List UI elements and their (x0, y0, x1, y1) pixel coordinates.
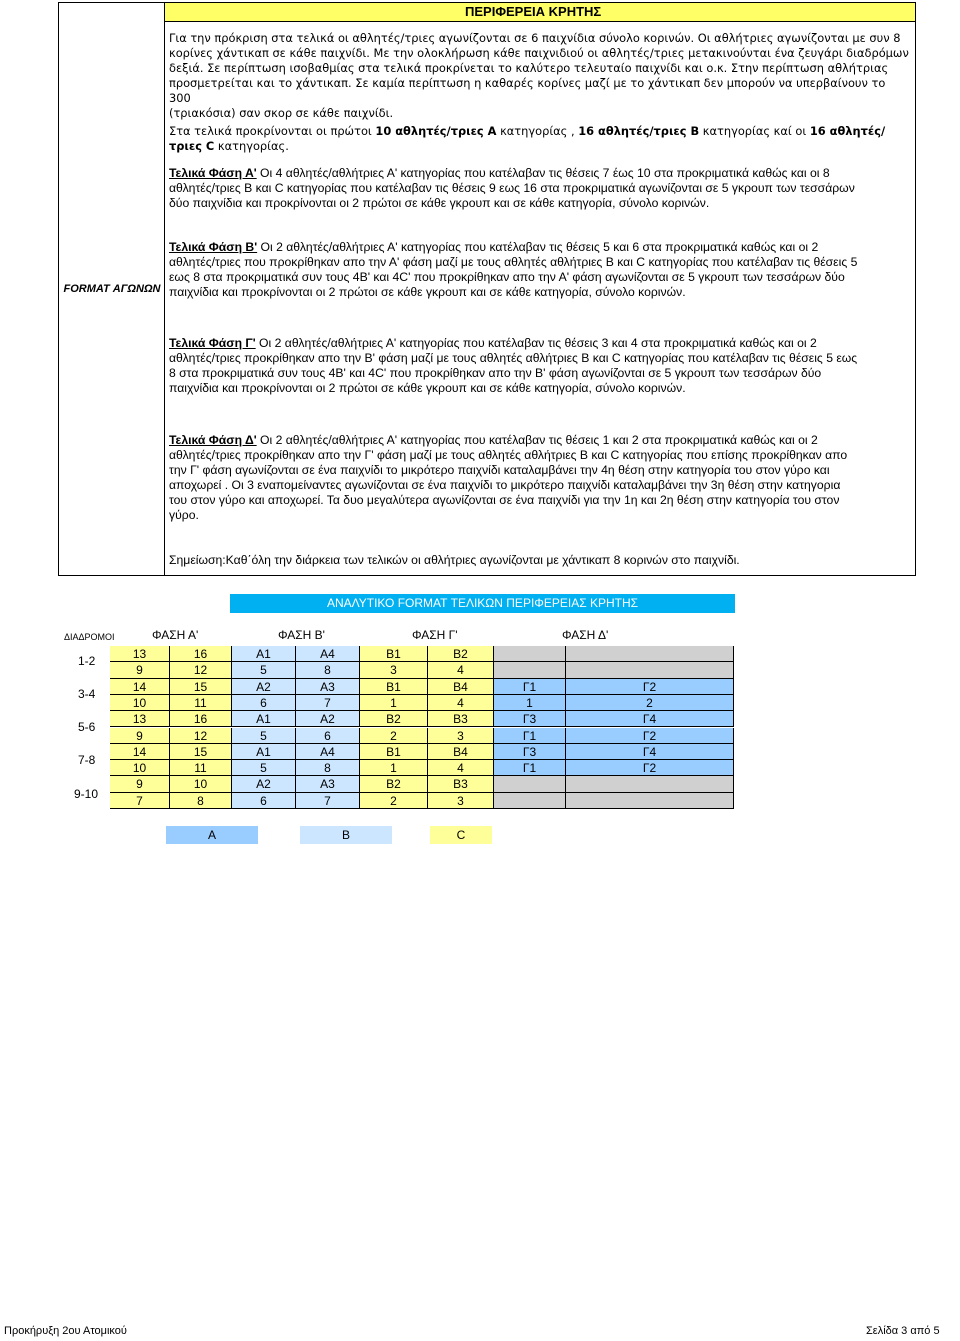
schedule-cell (566, 646, 734, 662)
text: αθλητές/τριες προκρίθηκαν απο την Β' φάση μαζί με τους αθλητές αθλήτριες Β και C κατηγορίας που κατέλαβαν τις θέσεις 5 εως (169, 351, 858, 365)
schedule-cell (494, 662, 566, 678)
text: 10 αθλητές/τριες Α (375, 124, 497, 138)
schedule-cell: Α2 (232, 679, 296, 695)
schedule-cell: Α3 (296, 776, 360, 792)
schedule-cell: 9 (110, 728, 170, 744)
text: παιχνίδια και προκρίνονται οι 2 πρώτοι σε κάθε γκρουπ και σε κάθε κατηγορία, σύνολο κορινών. (169, 381, 686, 395)
text: παιχνίδια και προκρίνονται οι 2 πρώτοι σε κάθε γκρουπ και σε κάθε κατηγορία, σύνολο κορινών. (169, 285, 686, 299)
schedule-cell: Γ4 (566, 711, 734, 727)
schedule-cell: Γ1 (494, 760, 566, 776)
schedule-cell: 6 (296, 728, 360, 744)
schedule-cell: Α1 (232, 711, 296, 727)
region-header (165, 3, 915, 22)
schedule-cell: 15 (170, 744, 232, 760)
note: Σημείωση:Καθ΄όλη την διάρκεια των τελικών οι αθλήτριες αγωνίζονται με χάντικαπ 8 κορινών στο παιχνίδι. (169, 553, 740, 567)
schedule-cell: Α1 (232, 646, 296, 662)
text: δύο παιχνίδια και προκρίνονται οι 2 πρώτοι σε κάθε γκρουπ και σε κάθε κατηγορία, σύνολο κορινών. (169, 196, 710, 210)
schedule-cell: 16 (170, 711, 232, 727)
lane-group: 7-8 (78, 753, 96, 767)
p1-line: (τριακόσια) σαν σκορ σε κάθε παιχνίδι. (169, 106, 394, 120)
schedule-cell: 4 (428, 695, 494, 711)
schedule-cell: 7 (296, 695, 360, 711)
schedule-cell: Β1 (360, 646, 428, 662)
schedule-cell: Γ1 (494, 679, 566, 695)
schedule-cell: 6 (232, 695, 296, 711)
schedule-cell: 8 (296, 760, 360, 776)
text: Οι 2 αθλητές/αθλήτριες Α' κατηγορίας που κατέλαβαν τις θέσεις 1 και 2 στα προκριματικά καθώς και οι 2 (256, 433, 818, 447)
p1-line: κορίνες χάντικαπ σε κάθε παιχνίδι. Με την ολοκλήρωση κάθε παιχνιδιού οι αθλητές/τριες μετακινούνται ένα ζευγάρι διαδρόμων (169, 46, 909, 60)
schedule-cell: 9 (110, 776, 170, 792)
schedule-cell: Γ3 (494, 744, 566, 760)
schedule-cell: Γ3 (494, 711, 566, 727)
schedule-cell: 7 (296, 793, 360, 809)
schedule-cell: Γ2 (566, 728, 734, 744)
schedule-cell: 4 (428, 760, 494, 776)
schedule-cell (494, 793, 566, 809)
analytic-format-banner: ΑΝΑΛΥΤΙΚΟ FORMAT ΤΕΛΙΚΩΝ ΠΕΡΙΦΕΡΕΙΑΣ ΚΡΗΤΗΣ (230, 594, 735, 613)
schedule-cell: Β1 (360, 744, 428, 760)
schedule-cell: 9 (110, 662, 170, 678)
schedule-cell (566, 776, 734, 792)
schedule-cell: 3 (428, 728, 494, 744)
text: κατηγορίας , (496, 124, 579, 138)
phase-a-title: Τελικά Φάση Α' (169, 166, 257, 180)
phase-g-text (169, 336, 909, 396)
phase-b-title: Τελικά Φάση Β' (169, 240, 258, 254)
schedule-cell: Β3 (428, 711, 494, 727)
schedule-cell: 13 (110, 646, 170, 662)
schedule-cell: 8 (170, 793, 232, 809)
schedule-cell: Β3 (428, 776, 494, 792)
schedule-cell: 8 (296, 662, 360, 678)
schedule-cell (566, 793, 734, 809)
text: αθλητές/τριες που προκρίθηκαν απο την Α' φάση μαζί με τους αθλητές αθλήτριες Β και C κατηγορίας που κατέλαβαν τις θέσεις 5 (169, 255, 858, 269)
schedule-cell: 14 (110, 679, 170, 695)
schedule-cell: 14 (110, 744, 170, 760)
schedule-cell: 11 (170, 695, 232, 711)
lane-group: 9-10 (74, 787, 99, 801)
schedule-cell: 5 (232, 728, 296, 744)
text: Οι 2 αθλητές/αθλήτριες Α' κατηγορίας που κατέλαβαν τις θέσεις 3 και 4 στα προκριματικά καθώς και οι 2 (255, 336, 817, 350)
schedule-cell: 1 (360, 695, 428, 711)
schedule-cell: Α2 (296, 711, 360, 727)
schedule-cell: 13 (110, 711, 170, 727)
schedule-cell: 3 (428, 793, 494, 809)
phase-d-text (169, 433, 909, 523)
p1-line: δεξιά. Σε περίπτωση ισοβαθμίας στα τελικά προκρίνεται το καλύτερο τελευταίο παιχνίδι και ο.κ. Στην περίπτωση αθλήτριας (169, 61, 889, 75)
schedule-cell: Β1 (360, 679, 428, 695)
text: 16 αθλητές/τριες C (169, 124, 886, 153)
phase-header: ΦΑΣΗ Β' (278, 628, 325, 642)
text: αποχωρεί . Οι 3 εναπομείναντες αγωνίζονται σε ένα παιχνίδι το μικρότερο παιχνίδι καταλαμβάνει την 3η θέση στην κατηγορια (169, 478, 841, 492)
schedule-cell: Α3 (296, 679, 360, 695)
text: κατηγορίας καί οι (699, 124, 810, 138)
schedule-cell: 11 (170, 760, 232, 776)
schedule-cell: Β4 (428, 679, 494, 695)
phase-b-text (169, 240, 909, 300)
schedule-cell: 15 (170, 679, 232, 695)
footer-right: Σελίδα 3 από 5 (866, 1325, 940, 1337)
lane-group: 5-6 (78, 720, 96, 734)
schedule-cell: 4 (428, 662, 494, 678)
schedule-cell: Α2 (232, 776, 296, 792)
phase-header: ΦΑΣΗ Δ' (562, 628, 609, 642)
schedule-cell (566, 662, 734, 678)
text: εως 8 στα προκριματικά συν τους 4B' και 4C' που προκρίθηκαν απο την Α' φάση αγωνίζονται σε 5 γκρουπ των τεσσάρων δύο (169, 270, 845, 284)
text: Οι 4 αθλητές/αθλήτριες Α' κατηγορίας που κατέλαβαν τις θέσεις 7 έως 10 στα προκριματικά καθώς και οι 8 (256, 166, 830, 180)
schedule-cell: 5 (232, 760, 296, 776)
schedule-cell: 10 (110, 760, 170, 776)
text: την Γ' φάση αγωνίζονται σε ένα παιχνίδι το μικρότερο παιχνίδι καταλαμβάνει την 4η θέση στην κατηγορία του στον γύρο και (169, 463, 830, 477)
schedule-cell: 3 (360, 662, 428, 678)
schedule-cell (494, 646, 566, 662)
phase-d-title: Τελικά Φάση Δ' (169, 433, 257, 447)
schedule-cell: Β2 (428, 646, 494, 662)
format-frame (58, 2, 916, 576)
schedule-cell: 10 (110, 695, 170, 711)
schedule-cell: 2 (360, 728, 428, 744)
legend-c: C (430, 826, 492, 844)
lane-group: 1-2 (78, 654, 96, 668)
format-label: FORMAT ΑΓΩΝΩΝ (63, 283, 161, 295)
text: κατηγορίας. (214, 139, 289, 153)
schedule-cell: 1 (360, 760, 428, 776)
schedule-cell: Α4 (296, 646, 360, 662)
schedule-cell: 6 (232, 793, 296, 809)
phase-header: ΦΑΣΗ Γ' (412, 628, 458, 642)
legend-b: B (300, 826, 392, 844)
text: Στα τελικά προκρίνονται οι πρώτοι (169, 124, 376, 138)
left-column (59, 3, 165, 575)
schedule-cell: 12 (170, 662, 232, 678)
text: γύρο. (169, 508, 199, 522)
paragraph-finalists (169, 124, 909, 154)
schedule-cell (494, 776, 566, 792)
lanes-header: ΔΙΑΔΡΟΜΟΙ (64, 632, 115, 642)
text: του στον γύρο και αποχωρεί. Τα δυο μεγαλύτερα αγωνίζονται σε ένα παιχνίδι για την 1η και 2η θέση στην κατηγορία του στον (169, 493, 840, 507)
phase-g-title: Τελικά Φάση Γ' (169, 336, 256, 350)
schedule-cell: 16 (170, 646, 232, 662)
schedule-cell: Β4 (428, 744, 494, 760)
phase-a-text (169, 166, 909, 211)
text: 8 στα προκριματικά συν τους 4B' και 4C' που προκρίθηκαν απο την Β' φάση αγωνίζονται σε 5 γκρουπ των τεσσάρων δύο (169, 366, 822, 380)
schedule-cell: Β2 (360, 711, 428, 727)
text: 16 αθλητές/τριες Β (578, 124, 700, 138)
text: αθλητές/τριες Β και C κατηγορίας που κατέλαβαν τις θέσεις 9 εως 16 στα προκριματικά αγωνίζονται σε 5 γκρουπ των τεσσάρων (169, 181, 855, 195)
paragraph-qualification (169, 31, 909, 121)
p1-line: προσμετρείται και το χάντικαπ. Σε καμία περίπτωση η καθαρές κορίνες μαζί με το χάντικαπ δεν μπορούν να υπερβαίνουν το 300 (169, 76, 886, 105)
lane-group: 3-4 (78, 687, 96, 701)
schedule-cell: Β2 (360, 776, 428, 792)
schedule-cell: Α4 (296, 744, 360, 760)
schedule-cell: 2 (360, 793, 428, 809)
legend-a: A (166, 826, 258, 844)
schedule-cell: Γ1 (494, 728, 566, 744)
footer-left: Προκήρυξη 2ου Ατομικού (4, 1325, 127, 1337)
schedule-cell: 10 (170, 776, 232, 792)
schedule-cell: Γ4 (566, 744, 734, 760)
region-title: ΠΕΡΙΦΕΡΕΙΑ ΚΡΗΤΗΣ (465, 4, 602, 19)
schedule-cell: 7 (110, 793, 170, 809)
p1-line: Για την πρόκριση στα τελικά οι αθλητές/τριες αγωνίζονται σε 6 παιχνίδια σύνολο κορινών. Οι αθλήτριες αγωνίζονται με συν 8 (169, 31, 901, 45)
schedule-cell: Α1 (232, 744, 296, 760)
schedule-cell: 5 (232, 662, 296, 678)
schedule-cell: 1 (494, 695, 566, 711)
text: Οι 2 αθλητές/αθλήτριες Α' κατηγορίας που κατέλαβαν τις θέσεις 5 και 6 στα προκριματικά καθώς και οι 2 (257, 240, 819, 254)
schedule-cell: Γ2 (566, 760, 734, 776)
schedule-cell: Γ2 (566, 679, 734, 695)
schedule-cell: 12 (170, 728, 232, 744)
text: αθλητές/τριες προκρίθηκαν απο την Γ' φάση μαζί με τους αθλητές αθλήτριες Β και C κατηγορίας που επίσης προκρίθηκαν απο (169, 448, 848, 462)
phase-header: ΦΑΣΗ Α' (152, 628, 199, 642)
schedule-cell: 2 (566, 695, 734, 711)
